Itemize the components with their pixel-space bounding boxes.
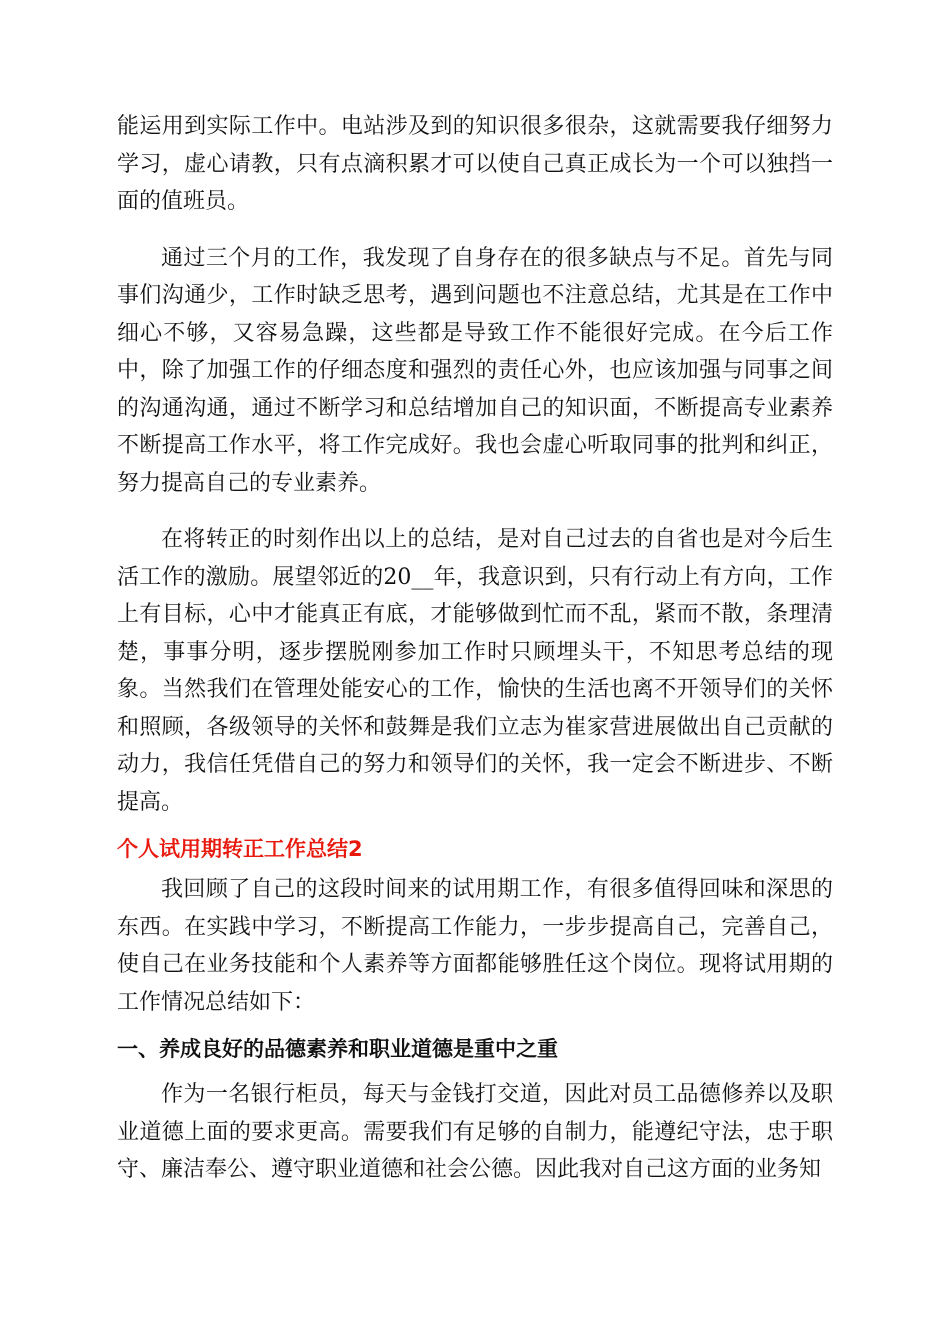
document-page <box>117 108 833 1189</box>
body-paragraph-ethics: 作为一名银行柜员，每天与金钱打交道，因此对员工品德修养以及职业道德上面的要求更高。需要我们有足够的自制力，能遵纪守法，忠于职守、廉洁奉公、遵守职业道德和社会公德。因此我对自己这方面的业务知 <box>117 1082 833 1182</box>
body-paragraph-intro: 我回顾了自己的这段时间来的试用期工作，有很多值得回味和深思的东西。在实践中学习，不断提高工作能力，一步步提高自己，完善自己，使自己在业务技能和个人素养等方面都能够胜任这个岗位。现将试用期的工作情况总结如下： <box>117 877 833 1015</box>
section-title: 个人试用期转正工作总结2 <box>117 837 363 861</box>
subheading: 一、养成良好的品德素养和职业道德是重中之重 <box>117 1037 558 1061</box>
body-paragraph-outlook: 在将转正的时刻作出以上的总结，是对自己过去的自省也是对今后生活工作的激励。展望邻近的20__年，我意识到，只有行动上有方向，工作上有目标，心中才能真正有底，才能够做到忙而不乱，紧而不散，条理清楚，事事分明，逐步摆脱刚参加工作时只顾埋头干，不知思考总结的现象。当然我们在管理处能安心的工作，愉快的生活也离不开领导们的关怀和照顾，各级领导的关怀和鼓舞是我们立志为崔家营进展做出自己贡献的动力，我信任凭借自己的努力和领导们的关怀，我一定会不断进步、不断提高。 <box>117 527 833 815</box>
body-paragraph-continued: 能运用到实际工作中。电站涉及到的知识很多很杂，这就需要我仔细努力学习，虚心请教，只有点滴积累才可以使自己真正成长为一个可以独挡一面的值班员。 <box>117 114 833 214</box>
body-paragraph-shortcomings: 通过三个月的工作，我发现了自身存在的很多缺点与不足。首先与同事们沟通少，工作时缺乏思考，遇到问题也不注意总结，尤其是在工作中细心不够，又容易急躁，这些都是导致工作不能很好完成。在今后工作中，除了加强工作的仔细态度和强烈的责任心外，也应该加强与同事之间的沟通沟通，通过不断学习和总结增加自己的知识面，不断提高专业素养不断提高工作水平，将工作完成好。我也会虚心听取同事的批判和纠正，努力提高自己的专业素养。 <box>117 245 833 496</box>
